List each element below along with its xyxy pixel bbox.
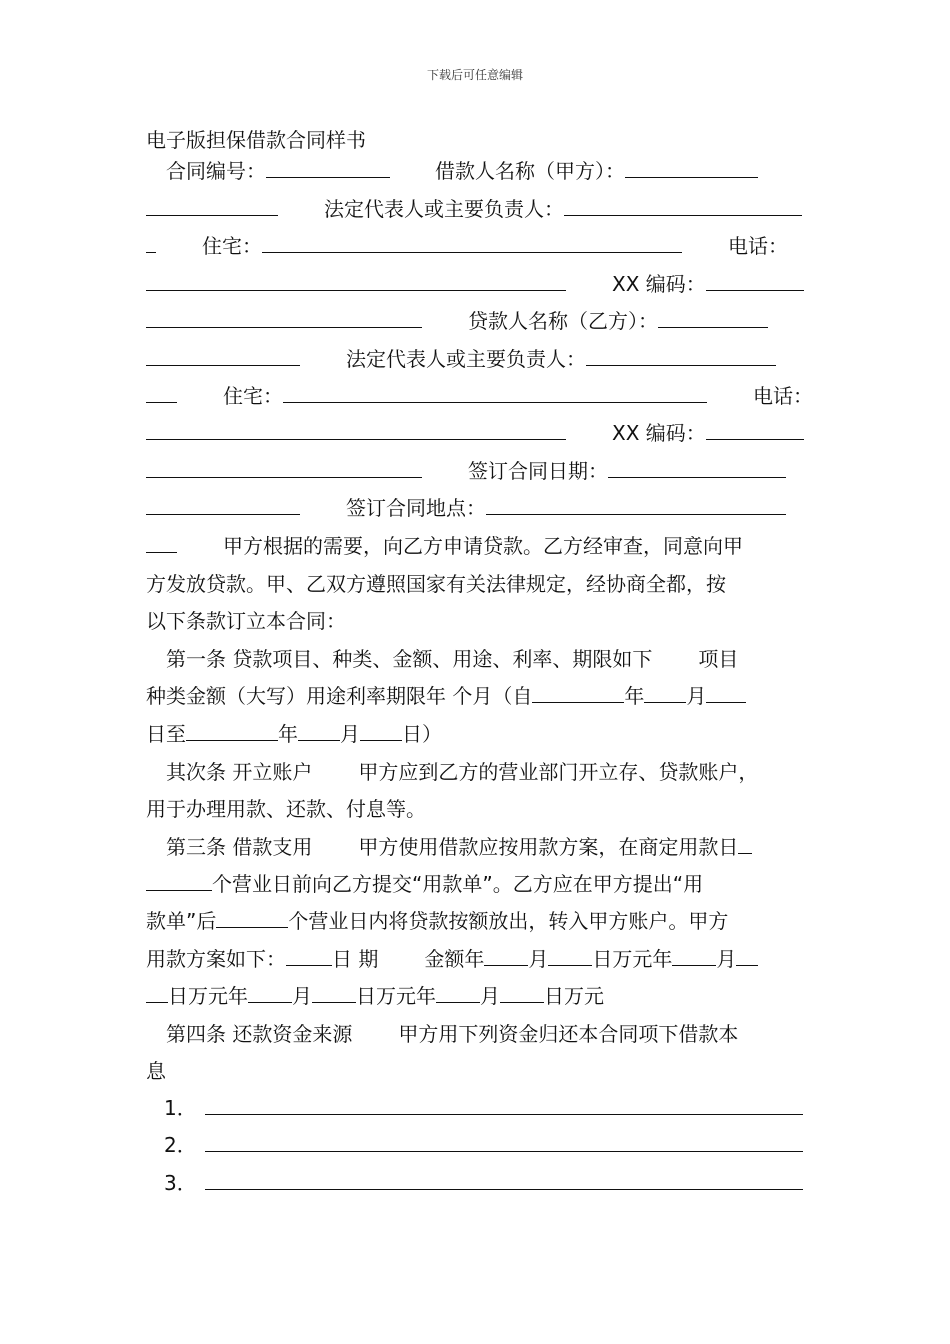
month-text-3: 月 — [528, 947, 549, 971]
borrower-label: 借款人名称（甲方）： — [435, 159, 625, 183]
intro-text-1: 甲方根据的需要，向乙方申请贷款。乙方经审查，同意向甲 — [223, 534, 743, 558]
article-2-text: 甲方应到乙方的营业部门开立存、贷款账户， — [358, 760, 759, 784]
intro-text-2: 方发放贷款。甲、乙双方遵照国家有关法律规定，经协商全都，按 — [146, 572, 726, 596]
day-end-text: 日） — [402, 722, 442, 746]
list-item-2-number: 2． — [164, 1133, 197, 1157]
phone-label-2: 电话： — [753, 384, 813, 408]
line-borrower-postcode — [146, 266, 808, 303]
legal-rep-label-2: 法定代表人或主要负责人： — [346, 347, 586, 371]
page-header: 下载后可任意编辑 — [426, 68, 523, 82]
document-title: 电子版担保借款合同样书 — [146, 128, 366, 152]
postcode-label-2: XX 编码： — [612, 421, 706, 445]
month-text-4: 月 — [716, 947, 737, 971]
line-intro-3 — [146, 603, 808, 640]
line-lender-postcode — [146, 415, 808, 452]
line-lender-residence — [146, 378, 813, 415]
line-article-3-c — [146, 903, 808, 940]
day-wan-end-text: 日万元 — [544, 984, 604, 1008]
legal-rep-label: 法定代表人或主要负责人： — [324, 197, 564, 221]
intro-text-3: 以下条款订立本合同： — [146, 609, 346, 633]
line-borrower-rep — [146, 191, 808, 228]
list-item-1 — [146, 1090, 808, 1127]
phone-label: 电话： — [728, 234, 788, 258]
line-article-3-e — [146, 978, 808, 1015]
lender-label: 贷款人名称（乙方）： — [468, 309, 658, 333]
day-wan-year-text-2: 日万元年 — [168, 984, 248, 1008]
month-text: 月 — [686, 684, 707, 708]
line-article-3-b — [146, 866, 808, 903]
year-text: 年 — [624, 684, 645, 708]
article-3-text-2: 个营业日前向乙方提交“用款单”。乙方应在甲方提出“用 — [212, 872, 704, 896]
article-2-heading: 其次条 开立账户 — [166, 760, 313, 784]
article-4-text: 甲方用下列资金归还本合同项下借款本 — [398, 1022, 739, 1046]
line-intro-2 — [146, 566, 808, 603]
residence-label: 住宅： — [202, 234, 262, 258]
line-article-1-b — [146, 678, 808, 715]
line-sign-date — [146, 453, 808, 490]
list-item-1-number: 1． — [164, 1096, 197, 1120]
month-text-5: 月 — [292, 984, 312, 1008]
line-lender — [146, 303, 808, 340]
line-sign-place — [146, 490, 808, 527]
line-article-3-d — [146, 941, 808, 978]
line-borrower-residence — [146, 228, 808, 265]
contract-no-label: 合同编号： — [166, 159, 266, 183]
day-wan-year-text-3: 日万元年 — [356, 984, 436, 1008]
line-article-4 — [146, 1016, 808, 1053]
article-2-text-2: 用于办理用款、还款、付息等。 — [146, 797, 426, 821]
list-item-2 — [146, 1127, 808, 1164]
residence-label-2: 住宅： — [223, 384, 283, 408]
year-text-2: 年 — [278, 722, 298, 746]
line-article-1-c — [146, 716, 808, 753]
month-text-6: 月 — [480, 984, 500, 1008]
article-1-item: 项目 — [698, 647, 739, 671]
article-1-heading: 第一条 贷款项目、种类、金额、用途、利率、期限如下 — [166, 647, 653, 671]
article-3-text-4: 个营业日内将贷款按额放出，转入甲方账户。甲方 — [288, 909, 729, 933]
line-article-4-b — [146, 1053, 808, 1090]
line-intro-1 — [146, 528, 808, 565]
article-4-text-2: 息 — [146, 1059, 166, 1083]
line-article-2 — [146, 754, 808, 791]
article-3-text-5: 用款方案如下： — [146, 947, 286, 971]
postcode-label: XX 编码： — [612, 272, 706, 296]
line-contract-no — [146, 153, 808, 190]
line-article-3 — [146, 829, 808, 866]
list-item-3-number: 3． — [164, 1171, 197, 1195]
list-item-3 — [146, 1165, 808, 1202]
article-1-text: 种类金额（大写）用途利率期限年 个月（自 — [146, 684, 533, 708]
date-label: 日 期 — [332, 947, 379, 971]
sign-date-label: 签订合同日期： — [468, 459, 608, 483]
sign-place-label: 签订合同地点： — [346, 496, 486, 520]
amount-label: 金额年 — [424, 947, 485, 971]
article-4-heading: 第四条 还款资金来源 — [166, 1022, 353, 1046]
article-3-text: 甲方使用借款应按用款方案，在商定用款日 — [358, 835, 739, 859]
line-article-2-b — [146, 791, 808, 828]
article-3-text-3: 款单”后 — [146, 909, 217, 933]
day-to-text: 日至 — [146, 722, 186, 746]
day-wan-year-text: 日万元年 — [592, 947, 673, 971]
line-article-1 — [146, 641, 808, 678]
month-text-2: 月 — [340, 722, 360, 746]
article-3-heading: 第三条 借款支用 — [166, 835, 313, 859]
line-lender-rep — [146, 341, 808, 378]
